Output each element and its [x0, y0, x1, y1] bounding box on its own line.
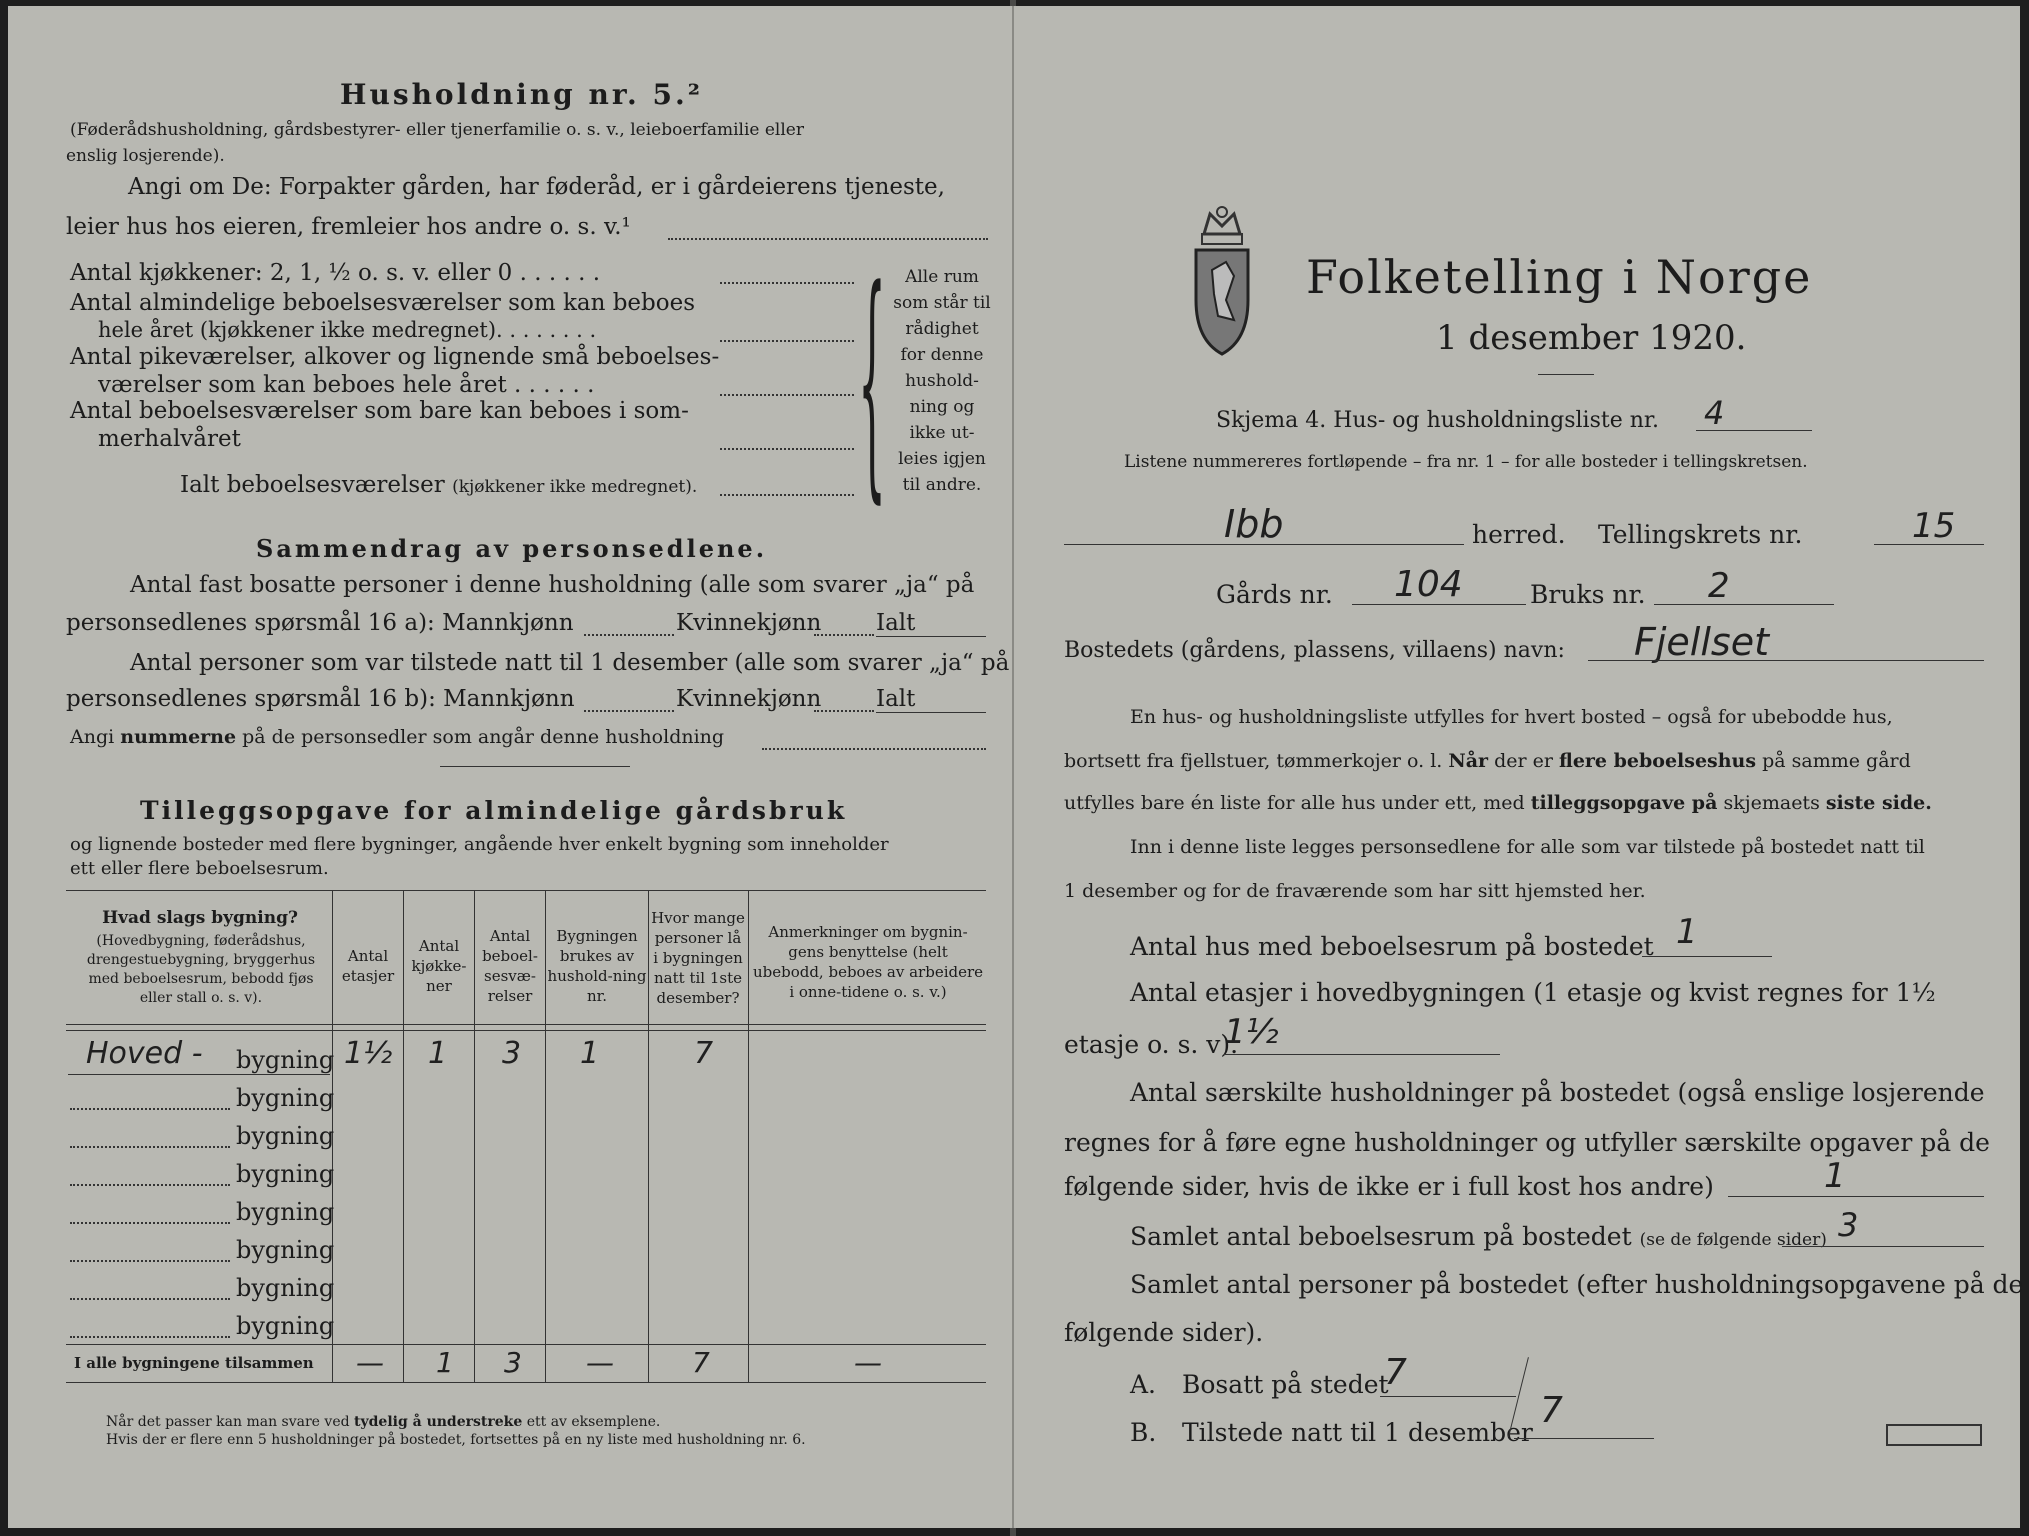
person-numbers-text-2: på de personsedler som angår denne husholdning [236, 726, 725, 748]
total-rooms-place-label [1130, 1222, 1827, 1251]
herred-line [1064, 544, 1464, 545]
summary-resident-label-2: personsedlenes spørsmål 16 a): Mannkjønn [66, 610, 574, 636]
numbering-note: Listene nummereres fortløpende – fra nr. 1 – for alle bosteder i tellingskretsen. [1124, 452, 1808, 472]
footnote-1 [106, 1414, 660, 1430]
present-male-line[interactable] [584, 710, 674, 712]
place-name-value[interactable]: Fjellset [1634, 620, 1769, 664]
total-floors[interactable]: — [356, 1346, 384, 1379]
instructions-text: skjemaets [1717, 792, 1826, 814]
total-household[interactable]: — [586, 1346, 614, 1379]
small-rooms-answer-line[interactable] [720, 394, 854, 396]
person-numbers-bold: nummerne [120, 726, 237, 748]
total-persons-label: Samlet antal personer på bostedet (efter husholdningsopgavene på de [1130, 1270, 2024, 1299]
present-female-label: Kvinnekjønn [676, 686, 822, 712]
resident-female-label: Kvinnekjønn [676, 610, 822, 636]
header-building-type-note: (Hovedbygning, føderådshus, drengestuebygning, bryggerhus med beboelsesrum, bebodd fjøs eller stall o. s. v). [86, 933, 316, 1006]
households-line [1728, 1196, 1984, 1197]
table-total-border [66, 1344, 986, 1345]
instructions-2: Inn i denne liste legges personsedlene for alle som var tilstede på bostedet natt til [1130, 836, 1925, 858]
row1-building-name[interactable]: Hoved - [86, 1036, 203, 1071]
resident-total-label: Ialt [876, 610, 916, 636]
instructions-bold: Når [1448, 750, 1489, 772]
small-rooms-label: Antal pikeværelser, alkover og lignende små beboelses- [70, 344, 720, 370]
row1-household[interactable]: 1 [580, 1036, 600, 1071]
total-rooms-label [180, 472, 697, 498]
total-rooms-answer-line[interactable] [720, 494, 854, 496]
total-kitchens[interactable]: 1 [436, 1346, 454, 1379]
resident-total-line[interactable] [876, 636, 986, 637]
header-kitchens: Antal kjøkke-ner [411, 937, 467, 995]
resident-a-label: A. [1130, 1370, 1157, 1399]
households-label: Antal særskilte husholdninger på bostedet (også enslige losjerende [1130, 1078, 1985, 1107]
bracket-note-line: hushold- [905, 371, 979, 391]
resident-male-line[interactable] [584, 634, 674, 636]
bracket-note-line: for denne [900, 345, 984, 365]
household-subtitle: (Føderådshusholdning, gårdsbestyrer- eller tjenerfamilie o. s. v., leieboerfamilie eller [70, 120, 804, 140]
table-col-line [545, 890, 546, 1382]
table-col-line [474, 890, 475, 1382]
bracket-note-line: leies igjen [898, 449, 986, 469]
total-persons[interactable]: 7 [692, 1346, 710, 1379]
resident-female-line[interactable] [814, 634, 874, 636]
row-label: bygning [236, 1274, 335, 1302]
printer-stamp-icon [1886, 1424, 1982, 1446]
floors-label: Antal etasjer i hovedbygningen (1 etasje og kvist regnes for 1½ [1130, 978, 1936, 1007]
table-col-line [403, 890, 404, 1382]
holding-number-value[interactable]: 2 [1708, 566, 1730, 606]
footnote-2: Hvis der er flere enn 5 husholdninger på bostedet, fortsettes på en ny liste med husholdning nr. 6. [106, 1432, 806, 1448]
row-line[interactable] [70, 1260, 230, 1262]
total-rooms-place-note: (se de følgende sider) [1639, 1230, 1827, 1250]
table-border-bottom [66, 1382, 986, 1383]
bracket-note [890, 264, 994, 498]
table-header-border [66, 1024, 986, 1025]
kitchens-label: Antal kjøkkener: 2, 1, ½ o. s. v. eller 0 . . . . . . [70, 260, 601, 286]
household-title: Husholdning nr. 5.² [340, 78, 704, 111]
instructions-text: på samme gård [1756, 750, 1911, 772]
form-title: Folketelling i Norge [1306, 250, 1813, 304]
holding-number-label: Bruks nr. [1530, 580, 1646, 609]
present-value[interactable]: 7 [1540, 1390, 1563, 1431]
total-rooms-place-text: Samlet antal beboelsesrum på bostedet [1130, 1222, 1632, 1251]
kitchens-answer-line[interactable] [720, 282, 854, 284]
row-label: bygning [236, 1236, 335, 1264]
floors-line [1224, 1054, 1500, 1055]
resident-text: Bosatt på stedet [1182, 1370, 1389, 1399]
present-female-line[interactable] [814, 710, 874, 712]
footnote-1-bold: tydelig å understreke [354, 1414, 523, 1430]
instructions-1: En hus- og husholdningsliste utfylles for hvert bosted – også for ubebodde hus, [1130, 706, 1893, 728]
divider [440, 766, 630, 767]
tenure-answer-line[interactable] [668, 238, 988, 240]
row1-persons[interactable]: 7 [694, 1036, 714, 1071]
present-b-label: B. [1130, 1418, 1157, 1447]
tenure-question: Angi om De: Forpakter gården, har føderåd, er i gårdeierens tjeneste, [128, 174, 945, 200]
total-rooms-text: Ialt beboelsesværelser [180, 472, 445, 498]
houses-value[interactable]: 1 [1676, 912, 1698, 952]
summary-title: Sammendrag av personsedlene. [256, 534, 768, 563]
table-col-line [648, 890, 649, 1382]
row-label: bygning [236, 1160, 335, 1188]
floors-label-2: etasje o. s. v). [1064, 1030, 1239, 1059]
present-total-label: Ialt [876, 686, 916, 712]
rooms-yearround-answer-line[interactable] [720, 340, 854, 342]
instructions-1b [1064, 750, 1911, 772]
bracket-note-line: Alle rum [905, 267, 979, 287]
row1-rooms[interactable]: 3 [502, 1036, 522, 1071]
list-number-value[interactable]: 4 [1704, 394, 1725, 432]
row-label: bygning [236, 1122, 335, 1150]
row-line[interactable] [70, 1298, 230, 1300]
instructions-bold: flere beboelseshus [1559, 750, 1757, 772]
summary-resident-label: Antal fast bosatte personer i denne husholdning (alle som svarer „ja“ på [130, 572, 975, 598]
total-remarks[interactable]: — [854, 1346, 882, 1379]
present-line [1514, 1438, 1654, 1439]
houses-line [1642, 956, 1772, 957]
instructions-1c [1064, 792, 1932, 814]
household-subtitle-2: enslig losjerende). [66, 146, 225, 166]
summary-present-label-2: personsedlenes spørsmål 16 b): Mannkjønn [66, 686, 575, 712]
bracket-note-line: ikke ut- [909, 423, 975, 443]
summer-rooms-label-2: merhalvåret [98, 426, 241, 452]
header-building-type: Hvad slags bygning? [102, 908, 298, 928]
bracket-note-line: ning og [909, 397, 975, 417]
row-line [68, 1074, 330, 1075]
title-divider [1538, 374, 1594, 375]
footnote-1-text-2: ett av eksemplene. [522, 1414, 661, 1430]
row-label: bygning [236, 1198, 335, 1226]
summer-rooms-answer-line[interactable] [720, 448, 854, 450]
header-remarks: Anmerkninger om bygnin-gens benyttelse (helt ubebodd, beboes av arbeidere i onne-tidene o. s. v.) [752, 923, 984, 1001]
floors-value[interactable]: 1½ [1224, 1012, 1279, 1052]
farm-number-value[interactable]: 104 [1394, 564, 1463, 605]
table-border-top [66, 890, 986, 891]
brace-icon: { [858, 241, 886, 528]
instructions-text: bortsett fra fjellstuer, tømmerkojer o. l. [1064, 750, 1449, 772]
district-label: Tellingskrets nr. [1598, 520, 1803, 549]
total-rooms-place-value[interactable]: 3 [1838, 1206, 1859, 1244]
present-total-line[interactable] [876, 712, 986, 713]
total-rooms-place-line [1782, 1246, 1984, 1247]
resident-value[interactable]: 7 [1384, 1352, 1407, 1393]
total-persons-label-2: følgende sider). [1064, 1318, 1264, 1347]
table-col-line [748, 890, 749, 1382]
present-text: Tilstede natt til 1 desember [1182, 1418, 1533, 1447]
houses-label: Antal hus med beboelsesrum på bostedet [1130, 932, 1654, 961]
households-label-3: følgende sider, hvis de ikke er i full kost hos andre) [1064, 1172, 1714, 1201]
total-rooms[interactable]: 3 [504, 1346, 522, 1379]
supplement-subtitle: og lignende bosteder med flere bygninger, angående hver enkelt bygning som inneholder [70, 834, 889, 855]
instructions-text: der er [1488, 750, 1559, 772]
rooms-yearround-label: Antal almindelige beboelsesværelser som kan beboes [70, 290, 696, 316]
tenure-question-2: leier hus hos eieren, fremleier hos andre o. s. v.¹ [66, 214, 631, 240]
holding-number-line [1654, 604, 1834, 605]
supplement-subtitle-2: ett eller flere beboelsesrum. [70, 858, 329, 879]
list-number-line [1696, 430, 1812, 431]
left-page [8, 6, 1014, 1528]
footnote-1-text: Når det passer kan man svare ved [106, 1414, 355, 1430]
header-persons: Hvor mange personer lå i bygningen natt til 1ste desember? [651, 909, 745, 1007]
row-line[interactable] [70, 1222, 230, 1224]
summary-present-label: Antal personer som var tilstede natt til 1 desember (alle som svarer „ja“ på [130, 650, 1010, 676]
households-value[interactable]: 1 [1824, 1156, 1846, 1196]
row1-floors[interactable]: 1½ [344, 1036, 393, 1071]
summer-rooms-label: Antal beboelsesværelser som bare kan beboes i som- [70, 398, 689, 424]
supplement-title: Tilleggsopgave for almindelige gårdsbruk [140, 796, 848, 825]
herred-label: herred. [1472, 520, 1566, 549]
herred-value[interactable]: Ibb [1224, 502, 1284, 546]
row1-kitchens[interactable]: 1 [428, 1036, 448, 1071]
households-label-2: regnes for å føre egne husholdninger og utfyller særskilte opgaver på de [1064, 1128, 1990, 1157]
census-date: 1 desember 1920. [1436, 318, 1747, 358]
resident-line [1380, 1396, 1516, 1397]
total-row-label: I alle bygningene tilsammen [74, 1354, 314, 1372]
bracket-note-line: som står til [893, 293, 991, 313]
right-page [1014, 6, 2024, 1528]
header-household-nr: Bygningen brukes av hushold-ning nr. [547, 927, 647, 1005]
table-header-border-2 [66, 1030, 986, 1031]
instructions-2b: 1 desember og for de fraværende som har sitt hjemsted her. [1064, 880, 1646, 902]
row-label: bygning [236, 1312, 335, 1340]
header-rooms: Antal beboel-sesvæ-relser [482, 927, 538, 1005]
place-name-label: Bostedets (gårdens, plassens, villaens) navn: [1064, 638, 1565, 663]
district-line [1874, 544, 1984, 545]
row-line[interactable] [70, 1108, 230, 1110]
farm-number-label: Gårds nr. [1216, 580, 1333, 609]
row-label: bygning [236, 1084, 335, 1112]
total-rooms-note: (kjøkkener ikke medregnet). [452, 477, 698, 497]
person-numbers-text: Angi [70, 726, 121, 748]
row-line[interactable] [70, 1184, 230, 1186]
farm-number-line [1352, 604, 1526, 605]
list-number-label: Skjema 4. Hus- og husholdningsliste nr. [1216, 408, 1659, 433]
row-line[interactable] [70, 1336, 230, 1338]
instructions-bold: siste side. [1825, 792, 1932, 814]
header-floors: Antal etasjer [341, 947, 395, 985]
row-line[interactable] [70, 1146, 230, 1148]
bracket-note-line: rådighet [905, 319, 979, 339]
person-numbers-label [70, 726, 724, 748]
bracket-note-line: til andre. [902, 475, 982, 495]
district-value[interactable]: 15 [1912, 506, 1956, 546]
place-name-line [1588, 660, 1984, 661]
rooms-yearround-label-2: hele året (kjøkkener ikke medregnet). . . . . . . . [98, 318, 597, 342]
small-rooms-label-2: værelser som kan beboes hele året . . . . . . [98, 372, 595, 398]
instructions-bold: tilleggsopgave på [1530, 792, 1718, 814]
instructions-text: utfylles bare én liste for alle hus under ett, med [1064, 792, 1531, 814]
person-numbers-line[interactable] [762, 748, 986, 750]
row-label: bygning [236, 1046, 335, 1074]
coat-of-arms-icon [1190, 204, 1254, 360]
